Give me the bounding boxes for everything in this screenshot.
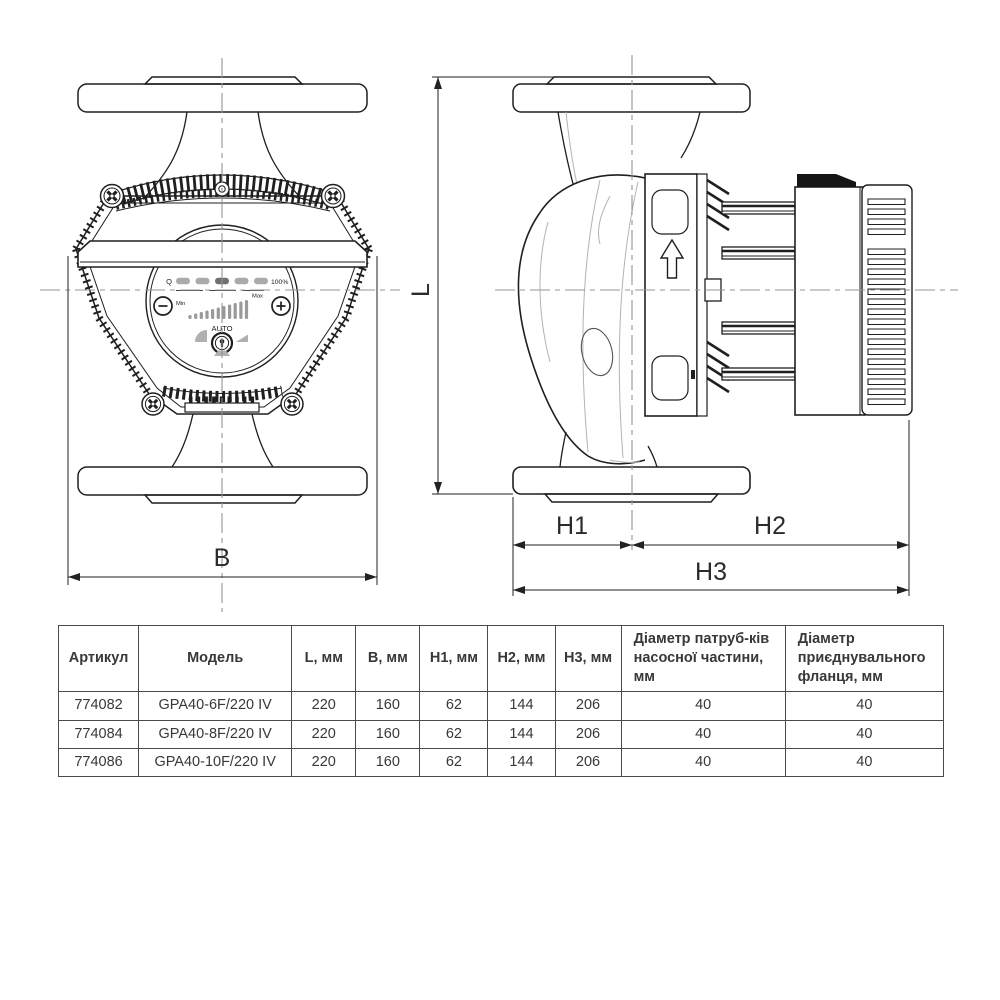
table-row bbox=[59, 692, 944, 720]
dim-H3: H3 bbox=[695, 558, 727, 586]
cell: 220 bbox=[292, 748, 356, 776]
cell-model: GPA40-6F/220 IV bbox=[139, 692, 292, 720]
cell: 160 bbox=[356, 692, 420, 720]
side-bottom-neck bbox=[648, 446, 657, 467]
col-header-b: B, мм bbox=[356, 626, 420, 692]
dim-L: L bbox=[407, 283, 435, 297]
table-row bbox=[59, 748, 944, 776]
cell: 144 bbox=[488, 692, 555, 720]
min-label: Min bbox=[176, 301, 186, 307]
col-header-h2: H2, мм bbox=[488, 626, 555, 692]
col-header-h3: H3, мм bbox=[555, 626, 621, 692]
cell: 40 bbox=[621, 692, 785, 720]
col-header-model: Модель bbox=[139, 626, 292, 692]
cell: 220 bbox=[292, 720, 356, 748]
pump-head-plate bbox=[645, 174, 697, 416]
cell: 40 bbox=[785, 720, 943, 748]
dim-H2: H2 bbox=[754, 512, 786, 540]
col-header-h1: H1, мм bbox=[420, 626, 488, 692]
col-header-flange-diameter: Діаметр приєднувального фланця, мм bbox=[785, 626, 943, 692]
cell: 40 bbox=[621, 748, 785, 776]
cell: 206 bbox=[555, 692, 621, 720]
cell: 144 bbox=[488, 720, 555, 748]
dim-H1: H1 bbox=[556, 512, 588, 540]
cell: 62 bbox=[420, 720, 488, 748]
max-label: Max bbox=[252, 293, 263, 300]
terminal-box bbox=[797, 174, 856, 187]
cell: 206 bbox=[555, 748, 621, 776]
cell: 160 bbox=[356, 748, 420, 776]
table-row bbox=[59, 720, 944, 748]
front-bottom-neck bbox=[252, 414, 273, 467]
side-volute bbox=[518, 175, 645, 464]
cell: 40 bbox=[785, 692, 943, 720]
cell-model: GPA40-8F/220 IV bbox=[139, 720, 292, 748]
cell: 220 bbox=[292, 692, 356, 720]
heatsink bbox=[862, 185, 912, 415]
cell: 206 bbox=[555, 720, 621, 748]
q-label: Q bbox=[166, 277, 172, 286]
cell-article: 774082 bbox=[59, 692, 139, 720]
cell: 160 bbox=[356, 720, 420, 748]
cell: 40 bbox=[621, 720, 785, 748]
front-top-flange-boss bbox=[145, 77, 302, 84]
cell-model: GPA40-10F/220 IV bbox=[139, 748, 292, 776]
percent-label: 100% bbox=[271, 279, 289, 286]
col-header-article: Артикул bbox=[59, 626, 139, 692]
cell-article: 774084 bbox=[59, 720, 139, 748]
cell: 62 bbox=[420, 748, 488, 776]
tie-rods bbox=[705, 202, 795, 380]
cell: 62 bbox=[420, 692, 488, 720]
front-bottom-neck bbox=[172, 414, 193, 467]
cell-article: 774086 bbox=[59, 748, 139, 776]
auto-label: AUTO bbox=[211, 324, 233, 333]
side-top-neck bbox=[681, 112, 700, 158]
cell: 144 bbox=[488, 748, 555, 776]
side-bottom-neck bbox=[560, 432, 566, 467]
table-header-row bbox=[59, 626, 944, 692]
col-header-l: L, мм bbox=[292, 626, 356, 692]
front-bottom-flange-boss bbox=[145, 495, 302, 503]
spec-table bbox=[58, 625, 944, 777]
motor-housing bbox=[795, 187, 865, 415]
col-header-pump-port-diameter: Діаметр патруб-ків насосної частини, мм bbox=[621, 626, 785, 692]
dim-B: B bbox=[213, 544, 231, 572]
cell: 40 bbox=[785, 748, 943, 776]
